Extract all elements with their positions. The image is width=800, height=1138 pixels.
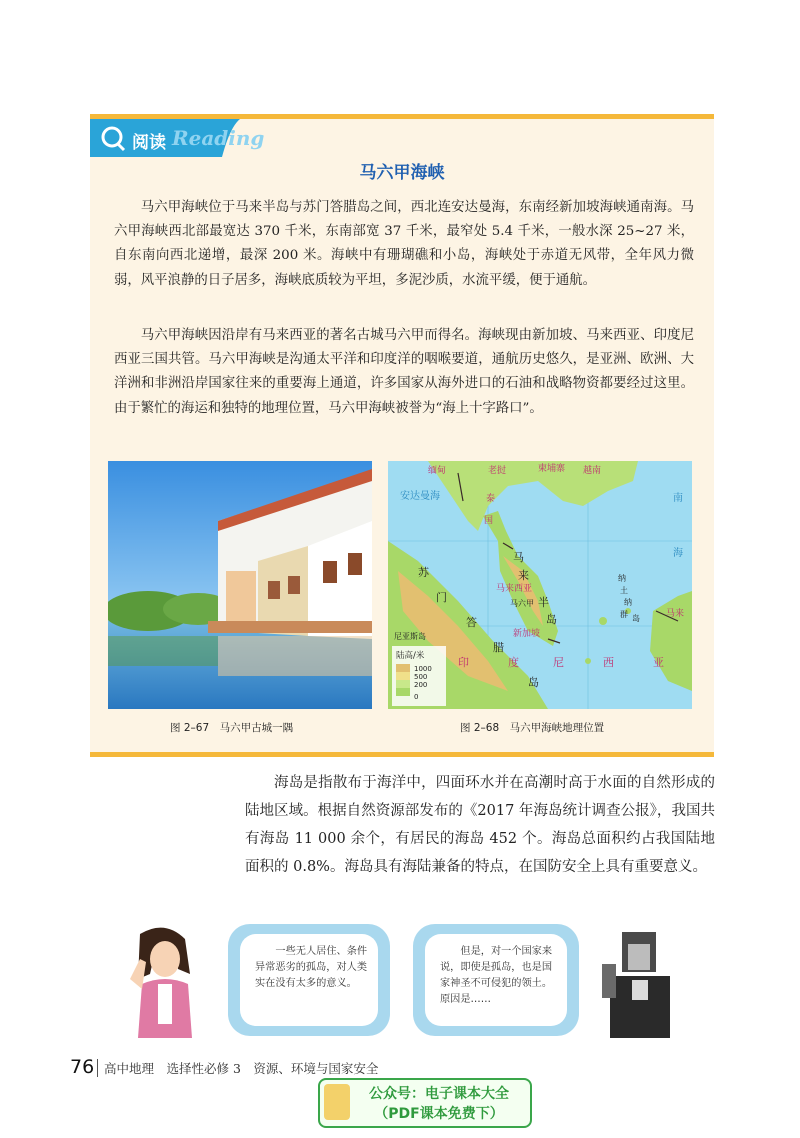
map-label-indonesia-5: 亚 [653,656,664,669]
map-label-malacca: 马六甲 [510,599,534,608]
reading-tab [90,119,265,157]
map-label-thailand-1: 泰 [486,494,496,504]
map-label-natuna-5: 岛 [632,614,640,623]
map-label-nias: 尼亚斯岛 [394,632,426,641]
map-label-indonesia-3: 尼 [553,656,564,669]
map-label-sumatra-1: 苏 [418,566,429,579]
reading-bottom-bar [90,752,714,757]
reading-tab-english: Reading [172,126,265,150]
footer-separator [97,1059,98,1077]
map-label-indonesia-2: 度 [508,656,519,669]
map-label-cambodia: 柬埔寨 [538,464,566,474]
body-paragraph: 海岛是指散布于海洋中，四面环水并在高潮时高于水面的自然形成的陆地区域。根据自然资源部发布的《2017 年海岛统计调查公报》，我国共有海岛 11 000 余个，有居民的海岛 452 个。海岛总面积约占我国陆地面积的 0.8%。海岛具有海陆兼备的特点，在国防安全上具有重要意义。 [245,775,715,875]
figure-caption-2-68: 图 2–68 马六甲海峡地理位置 [460,722,605,734]
map-label-island: 岛 [546,613,557,626]
map-label-south-china-sea: 南 [673,493,683,504]
legend-value-500: 500 [414,673,428,681]
map-label-sumatra-2: 门 [436,591,447,604]
page-number: 76 [70,1056,95,1078]
watermark-line-2: （PDF课本免费下） [374,1106,504,1122]
reading-paragraph-2: 马六甲海峡因沿岸有马来西亚的著名古城马六甲而得名。海峡现由新加坡、马来西亚、印度尼西亚三国共管。马六甲海峡是沟通太平洋和印度洋的咽喉要道，通航历史悠久，是亚洲、欧洲、大洋洲和非洲沿岸国家往来的重要海上通道，许多国家从海外进口的石油和战略物资都要经过这里。由于繁忙的海运和独特的地理位置，马六甲海峡被誉为“海上十字路口”。 [114,328,694,416]
map-label-natuna-3: 纳 [624,598,632,607]
boy-illustration [596,924,684,1038]
girl-character [120,924,210,1038]
map-label-indonesia-1: 印 [458,656,469,669]
girl-illustration [120,924,210,1038]
map-label-sumatra-4: 腊 [493,641,504,654]
map-label-island-2: 岛 [528,676,539,689]
watermark-line-1: 公众号：电子课本大全 [369,1086,509,1102]
watermark-badge [318,1078,532,1128]
map-label-thailand-2: 国 [484,516,494,526]
map-label-sea-char: 海 [673,548,683,559]
malacca-old-town-photo [108,461,372,709]
photo-illustration [108,461,372,709]
reading-paragraph-1: 马六甲海峡位于马来半岛与苏门答腊岛之间，西北连安达曼海，东南经新加坡海峡通南海。马六甲海峡西北部最宽达 370 千米，东南部宽 37 千米，最窄处 5.4 千米，一般水深 25~27 米，自东南向西北递增，最深 200 米。海峡中有珊瑚礁和小岛，海峡处于赤道无风带，全年风力微弱，风平浪静的日子居多，海峡底质较为平坦，多泥沙质，水流平缓，便于通航。 [114,200,694,288]
boy-speech-text: 但是，对一个国家来说，即使是孤岛，也是国家神圣不可侵犯的领土。原因是…… [440,946,553,1005]
map-label-malaysia-2: 来 [518,569,529,582]
map-label-natuna-4: 群 [620,610,628,619]
map-label-andaman-sea: 安达曼海 [400,491,440,502]
map-label-indonesia-4: 西 [603,656,614,669]
map-label-malaysia-country: 马来西亚 [496,584,533,594]
book-title: 高中地理 选择性必修 3 资源、环境与国家安全 [104,1061,379,1076]
malacca-strait-map [388,461,692,709]
girl-speech-text: 一些无人居住、条件异常恶劣的孤岛，对人类实在没有太多的意义。 [255,946,368,989]
map-label-myanmar: 缅甸 [428,466,447,476]
map-illustration [388,461,692,709]
map-label-sumatra-3: 答 [466,616,477,629]
map-label-peninsula: 半 [538,596,549,609]
legend-value-0: 0 [414,693,419,701]
map-label-singapore: 新加坡 [513,629,541,639]
book-icon [324,1084,350,1120]
map-legend [392,646,446,706]
boy-character [596,924,684,1038]
legend-title: 陆高/米 [396,651,425,661]
reading-tab-label: 阅读 [132,133,166,153]
map-label-vietnam: 越南 [583,466,602,476]
legend-value-200: 200 [414,681,428,689]
map-label-malaysia-1: 马 [513,551,524,564]
map-label-malaysia-east: 马来 [666,609,685,619]
figure-caption-2-67: 图 2–67 马六甲古城一隅 [170,722,294,734]
map-label-natuna-1: 纳 [618,574,626,583]
map-label-laos: 老挝 [488,466,507,476]
legend-value-1000: 1000 [414,665,432,673]
map-label-natuna-2: 土 [620,586,628,595]
reading-title: 马六甲海峡 [359,163,445,183]
